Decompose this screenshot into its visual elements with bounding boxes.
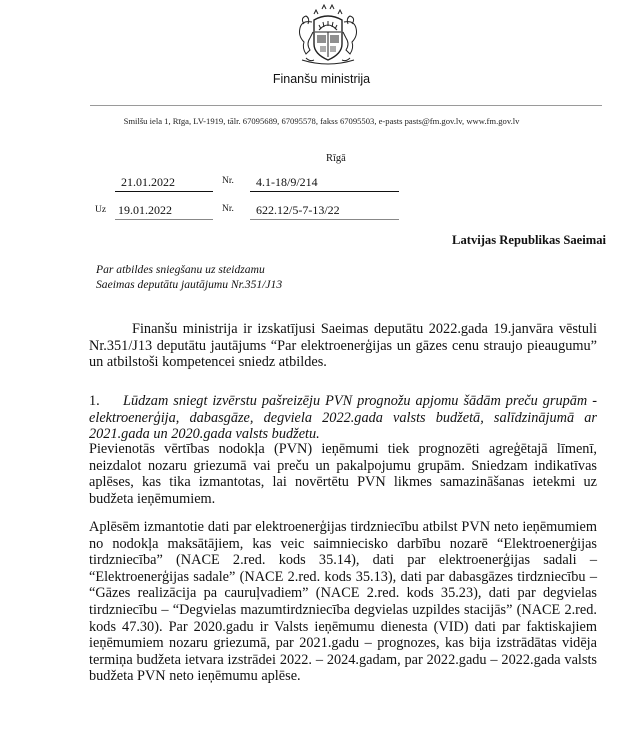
document-number-label: Nr. [222,176,234,186]
question-1 [89,393,597,443]
document-number: 4.1-18/9/214 [250,175,399,192]
header-divider [90,105,602,106]
document-date: 21.01.2022 [115,175,213,192]
reference-label: Uz [95,205,107,215]
question-text: Lūdzam sniegt izvērstu pašreizēju PVN prognožu apjomu šādām preču grupām - elektroenerģija, dabasgāze, degviela 2022.gada valsts budžetā, salīdzinājumā ar 2021.gada un 2020.gada valsts budžetu. [89,393,597,443]
subject [96,262,282,292]
answer-text-2: Aplēsēm izmantotie dati par elektroenerģijas tirdzniecību atbilst PVN neto ieņēmumiem no nodokļa maksātājiem, kas veic saimniecisko darbību nozarē “Elektroenerģijas tirdzniecība” (NACE 2.red. kods 35.14), dati par elektroenerģijas sadali – “Elektroenerģijas sadale” (NACE 2.red. kods 35.13), dati par dabasgāzes tirdzniecību – “Gāzes realizācija pa cauruļvadiem” (NACE 2.red. kods 35.23), dati par degvielas tirdzniecību – “Degvielas mazumtirdzniecība degvielas uzpildes stacijās” (NACE 2.red. kods 47.30). Par 2020.gadu ir Valsts ieņēmumu dienesta (VID) dati par faktiskajiem ieņēmumiem nozaru griezumā, par 2021.gadu – prognozes, kas bija izstrādātas vidēja termiņa budžeta ietvara izstrādei 2022. – 2024.gadam, par 2022.gadu – 2022.gada valsts budžeta PVN neto ieņēmumu aplēse. [89,519,597,685]
latvia-coat-of-arms-icon [292,2,364,68]
reference-number: 622.12/5-7-13/22 [250,203,399,220]
reference-number-label: Nr. [222,204,234,214]
question-number: 1. [89,393,100,409]
place-of-issue: Rīgā [326,153,346,164]
intro-paragraph [89,321,597,371]
ministry-address: Smilšu iela 1, Rīga, LV-1919, tālr. 67095689, 67095578, fakss 67095503, e-pasts pasts@fm.gov.lv, www.fm.gov.lv [123,116,520,126]
answer-text-1: Pievienotās vērtības nodokļa (PVN) ieņēmumi tiek prognozēti agreģētajā līmenī, neizdalot nozaru griezumā vai preču un pakalpojumu grupām. Sniedzam indikatīvas aplēses, kas tika izmantotas, lai novērtētu PVN likmes samazināšanas ietekmi uz budžeta ieņēmumiem. [89,441,597,507]
subject-line-2: Saeimas deputātu jautājumu Nr.351/J13 [96,278,283,291]
answer-paragraph-2 [89,519,597,685]
recipient: Latvijas Republikas Saeimai [452,233,606,247]
intro-text: Finanšu ministrija ir izskatījusi Saeimas deputātu 2022.gada 19.janvāra vēstuli Nr.351/J13 deputātu jautājums “Par elektroenerģijas un gāzes cenu straujo pieaugumu” un atbilstoši kompetencei sniedz atbildes. [89,321,597,371]
ministry-name: Finanšu ministrija [272,72,371,86]
answer-paragraph-1 [89,441,597,507]
reference-date: 19.01.2022 [115,203,213,220]
subject-line-1: Par atbildes sniegšanu uz steidzamu [96,263,265,276]
